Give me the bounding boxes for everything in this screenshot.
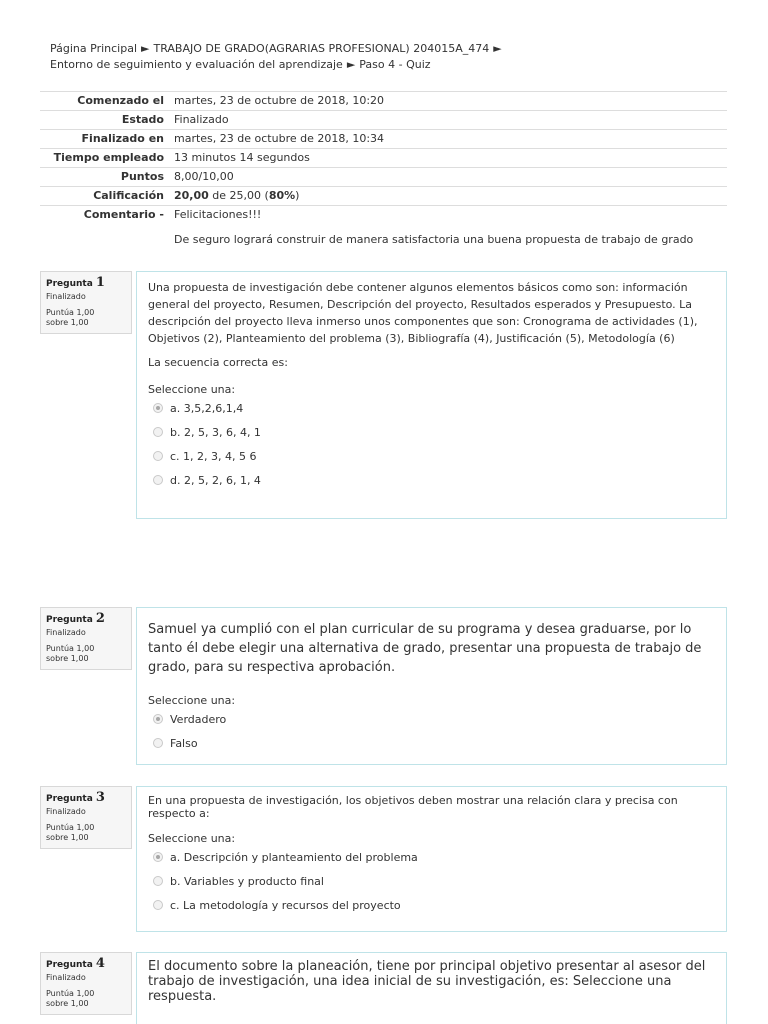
grade-label: Calificación xyxy=(93,189,164,202)
question-1-subtext: La secuencia correcta es: xyxy=(148,356,288,369)
breadcrumb-quiz-link[interactable]: Paso 4 - Quiz xyxy=(359,58,431,71)
question-1-options xyxy=(148,396,715,492)
time-label: Tiempo empleado xyxy=(53,151,164,164)
question-1-option-b[interactable] xyxy=(148,420,715,444)
radio-icon[interactable] xyxy=(153,900,163,910)
question-1-content xyxy=(136,271,727,519)
breadcrumb-separator-icon: ► xyxy=(493,42,502,55)
option-label: a. 3,5,2,6,1,4 xyxy=(170,401,244,415)
option-label: c. La metodología y recursos del proyecto xyxy=(170,898,401,912)
question-4-grade-line-2: sobre 1,00 xyxy=(46,999,89,1008)
grade-close: ) xyxy=(295,189,300,202)
question-2-option-true[interactable] xyxy=(148,707,715,731)
question-3-grade-line-2: sobre 1,00 xyxy=(46,833,89,842)
comment-label: Comentario - xyxy=(83,208,164,221)
question-2-grade-line-1: Puntúa 1,00 xyxy=(46,644,95,653)
grade-percent: 80% xyxy=(268,189,296,202)
question-4-label: Pregunta xyxy=(46,960,93,970)
state-label: Estado xyxy=(121,113,164,126)
question-2-number-value: 2 xyxy=(95,611,105,626)
question-1-number-value: 1 xyxy=(95,275,105,290)
points-value: 8,00/10,00 xyxy=(174,170,234,183)
question-4-number xyxy=(46,956,126,971)
option-label: d. 2, 5, 2, 6, 1, 4 xyxy=(170,473,261,487)
breadcrumb-home-link[interactable]: Página Principal xyxy=(50,42,138,55)
summary-row-state xyxy=(40,111,727,130)
question-3-number xyxy=(46,790,126,805)
question-4-content xyxy=(136,952,727,1024)
question-1-state: Finalizado xyxy=(46,292,86,301)
question-3-text: En una propuesta de investigación, los objetivos deben mostrar una relación clara y precisa con respecto a: xyxy=(148,794,678,820)
grade-score: 20,00 xyxy=(174,189,209,202)
breadcrumb xyxy=(50,41,506,73)
radio-selected-icon[interactable] xyxy=(153,714,163,724)
started-value: martes, 23 de octubre de 2018, 10:20 xyxy=(174,94,385,107)
grade-value xyxy=(174,187,299,205)
option-label: Verdadero xyxy=(170,712,227,726)
comment-line-1: Felicitaciones!!! xyxy=(174,208,262,221)
question-1-grade-line-2: sobre 1,00 xyxy=(46,318,89,327)
question-3-state: Finalizado xyxy=(46,807,86,816)
question-1-option-d[interactable] xyxy=(148,468,715,492)
option-label: c. 1, 2, 3, 4, 5 6 xyxy=(170,449,257,463)
option-label: b. Variables y producto final xyxy=(170,874,324,888)
question-4-state: Finalizado xyxy=(46,973,86,982)
question-2-number xyxy=(46,611,126,626)
radio-icon[interactable] xyxy=(153,475,163,485)
option-label: Falso xyxy=(170,736,198,750)
question-1-number xyxy=(46,275,126,290)
summary-row-comment xyxy=(40,206,727,249)
question-4-number-value: 4 xyxy=(95,956,105,971)
summary-row-grade xyxy=(40,187,727,206)
breadcrumb-course-link[interactable]: TRABAJO DE GRADO(AGRARIAS PROFESIONAL) 204015A_474 xyxy=(153,42,490,55)
question-4-text: El documento sobre la planeación, tiene por principal objetivo presentar al asesor del trabajo de investigación, una idea inicial de su investigación, es: Seleccione una respuesta. xyxy=(148,959,706,1004)
question-1-option-a[interactable] xyxy=(148,396,715,420)
question-2-text: Samuel ya cumplió con el plan curricular de su programa y desea graduarse, por lo tanto él debe elegir una alternativa de grado, presentar una propuesta de trabajo de grado, para su respectiva aprobación. xyxy=(148,622,702,675)
question-4-info xyxy=(40,952,132,1015)
points-label: Puntos xyxy=(120,170,164,183)
question-2-prompt: Seleccione una: xyxy=(148,694,236,707)
question-1-label: Pregunta xyxy=(46,279,93,289)
question-2-info xyxy=(40,607,132,670)
question-1-info xyxy=(40,271,132,334)
grade-of: de 25,00 ( xyxy=(212,189,269,202)
question-3-grade-line-1: Puntúa 1,00 xyxy=(46,823,95,832)
radio-icon[interactable] xyxy=(153,427,163,437)
radio-selected-icon[interactable] xyxy=(153,852,163,862)
summary-row-time xyxy=(40,149,727,168)
question-1-grade-line-1: Puntúa 1,00 xyxy=(46,308,95,317)
question-2-options xyxy=(148,707,715,755)
question-3-options xyxy=(148,845,715,917)
breadcrumb-section-link[interactable]: Entorno de seguimiento y evaluación del aprendizaje xyxy=(50,58,343,71)
breadcrumb-separator-icon: ► xyxy=(141,42,150,55)
question-3-option-a[interactable] xyxy=(148,845,715,869)
summary-row-started xyxy=(40,92,727,111)
time-value: 13 minutos 14 segundos xyxy=(174,151,310,164)
question-3-content xyxy=(136,786,727,932)
question-2-content xyxy=(136,607,727,765)
question-3-prompt: Seleccione una: xyxy=(148,832,236,845)
question-3-option-b[interactable] xyxy=(148,869,715,893)
breadcrumb-separator-icon: ► xyxy=(346,58,356,71)
question-2-grade-line-2: sobre 1,00 xyxy=(46,654,89,663)
question-3-info xyxy=(40,786,132,849)
radio-selected-icon[interactable] xyxy=(153,403,163,413)
question-1-option-c[interactable] xyxy=(148,444,715,468)
option-label: a. Descripción y planteamiento del problema xyxy=(170,850,418,864)
summary-row-finished xyxy=(40,130,727,149)
option-label: b. 2, 5, 3, 6, 4, 1 xyxy=(170,425,261,439)
comment-value xyxy=(174,206,693,249)
question-4-grade-line-1: Puntúa 1,00 xyxy=(46,989,95,998)
question-1-prompt: Seleccione una: xyxy=(148,383,236,396)
radio-icon[interactable] xyxy=(153,451,163,461)
attempt-summary-table xyxy=(40,91,727,249)
question-3-label: Pregunta xyxy=(46,794,93,804)
question-1-text: Una propuesta de investigación debe contener algunos elementos básicos como son: información general del proyecto, Resumen, Descripción del proyecto, Resultados esperados y Presupuesto. La descripción del proyecto lleva inmerso unos componentes que son: Cronograma de actividades (1), Objetivos (2), Planteamiento del problema (3), Bibliografía (4), Justificación (5), Metodología (6) xyxy=(148,281,698,345)
radio-icon[interactable] xyxy=(153,738,163,748)
finished-label: Finalizado en xyxy=(81,132,164,145)
started-label: Comenzado el xyxy=(77,94,164,107)
state-value: Finalizado xyxy=(174,113,229,126)
question-2-label: Pregunta xyxy=(46,615,93,625)
question-3-option-c[interactable] xyxy=(148,893,715,917)
radio-icon[interactable] xyxy=(153,876,163,886)
question-2-state: Finalizado xyxy=(46,628,86,637)
question-3-number-value: 3 xyxy=(95,790,105,805)
comment-line-2: De seguro logrará construir de manera satisfactoria una buena propuesta de trabajo de grado xyxy=(174,233,694,246)
question-2-option-false[interactable] xyxy=(148,731,715,755)
finished-value: martes, 23 de octubre de 2018, 10:34 xyxy=(174,132,385,145)
summary-row-points xyxy=(40,168,727,187)
